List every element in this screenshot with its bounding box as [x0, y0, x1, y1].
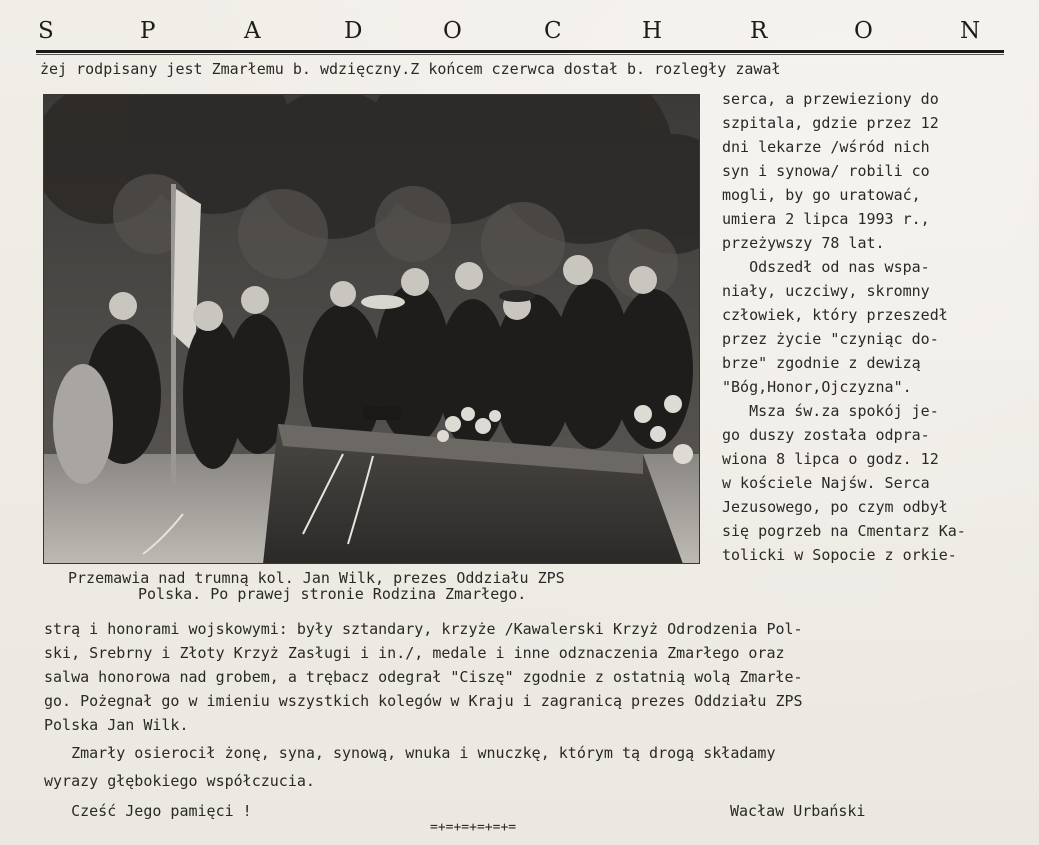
closing-line: Cześć Jego pamięci ! [44, 802, 252, 820]
masthead-rule [36, 50, 1004, 53]
article-line: Polska Jan Wilk. [44, 716, 189, 734]
article-top-line: żej rodpisany jest Zmarłemu b. wdzięczny.Z końcem czerwca dostał b. rozległy zawał [40, 60, 781, 78]
article-line: wyrazy głębokiego współczucia. [44, 772, 315, 790]
masthead-letter: H [642, 18, 663, 44]
right-column-line: szpitala, gdzie przez 12 [722, 114, 939, 132]
right-column-line: Jezusowego, po czym odbył [722, 498, 948, 516]
right-column-line: tolicki w Sopocie z orkie- [722, 546, 957, 564]
right-column-line: syn i synowa/ robili co [722, 162, 930, 180]
masthead-letter: R [750, 18, 768, 44]
masthead-letter: O [854, 18, 873, 44]
right-column-line: przeżywszy 78 lat. [722, 234, 885, 252]
right-column-line: człowiek, który przeszedł [722, 306, 948, 324]
right-column-line: niały, uczciwy, skromny [722, 282, 930, 300]
right-column-line: się pogrzeb na Cmentarz Ka- [722, 522, 966, 540]
masthead-letter: P [140, 18, 156, 44]
photo-caption-line1: Przemawia nad trumną kol. Jan Wilk, prezes Oddziału ZPS [68, 569, 565, 587]
masthead-letter: N [960, 18, 981, 44]
right-column-line: serca, a przewieziony do [722, 90, 939, 108]
right-column-line: brze" zgodnie z dewizą [722, 354, 921, 372]
masthead-letter: A [244, 18, 261, 44]
masthead-letter: C [544, 18, 562, 44]
article-line: Zmarły osierocił żonę, syna, synową, wnuka i wnuczkę, którym tą drogą składamy [44, 744, 776, 762]
right-column-line: dni lekarze /wśród nich [722, 138, 930, 156]
masthead-letter: S [38, 18, 54, 44]
article-line: salwa honorowa nad grobem, a trębacz odegrał "Ciszę" zgodnie z ostatnią wolą Zmarłe- [44, 668, 803, 686]
masthead-letter: D [344, 18, 363, 44]
right-column-line: Odszedł od nas wspa- [722, 258, 930, 276]
right-column-line: wiona 8 lipca o godz. 12 [722, 450, 939, 468]
photo-caption-line2: Polska. Po prawej stronie Rodzina Zmarłego. [138, 585, 527, 603]
masthead-letter: O [443, 18, 462, 44]
article-line: ski, Srebrny i Złoty Krzyż Zasługi i in./, medale i inne odznaczenia Zmarłego oraz [44, 644, 785, 662]
ornament-divider: =+=+=+=+=+= [430, 820, 517, 835]
right-column-line: go duszy została odpra- [722, 426, 930, 444]
article-line: go. Pożegnał go w imieniu wszystkich kolegów w Kraju i zagranicą prezes Oddziału ZPS [44, 692, 803, 710]
right-column-line: przez życie "czyniąc do- [722, 330, 939, 348]
right-column-line: umiera 2 lipca 1993 r., [722, 210, 930, 228]
right-column-line: "Bóg,Honor,Ojczyzna". [722, 378, 912, 396]
right-column-line: Msza św.za spokój je- [722, 402, 939, 420]
masthead-rule-thin [36, 54, 1004, 55]
masthead-title [38, 12, 986, 50]
article-line: strą i honorami wojskowymi: były sztandary, krzyże /Kawalerski Krzyż Odrodzenia Pol- [44, 620, 803, 638]
author-signature: Wacław Urbański [730, 802, 866, 820]
right-column-line: mogli, by go uratować, [722, 186, 921, 204]
funeral-photo [43, 94, 700, 564]
right-column-line: w kościele Najśw. Serca [722, 474, 930, 492]
